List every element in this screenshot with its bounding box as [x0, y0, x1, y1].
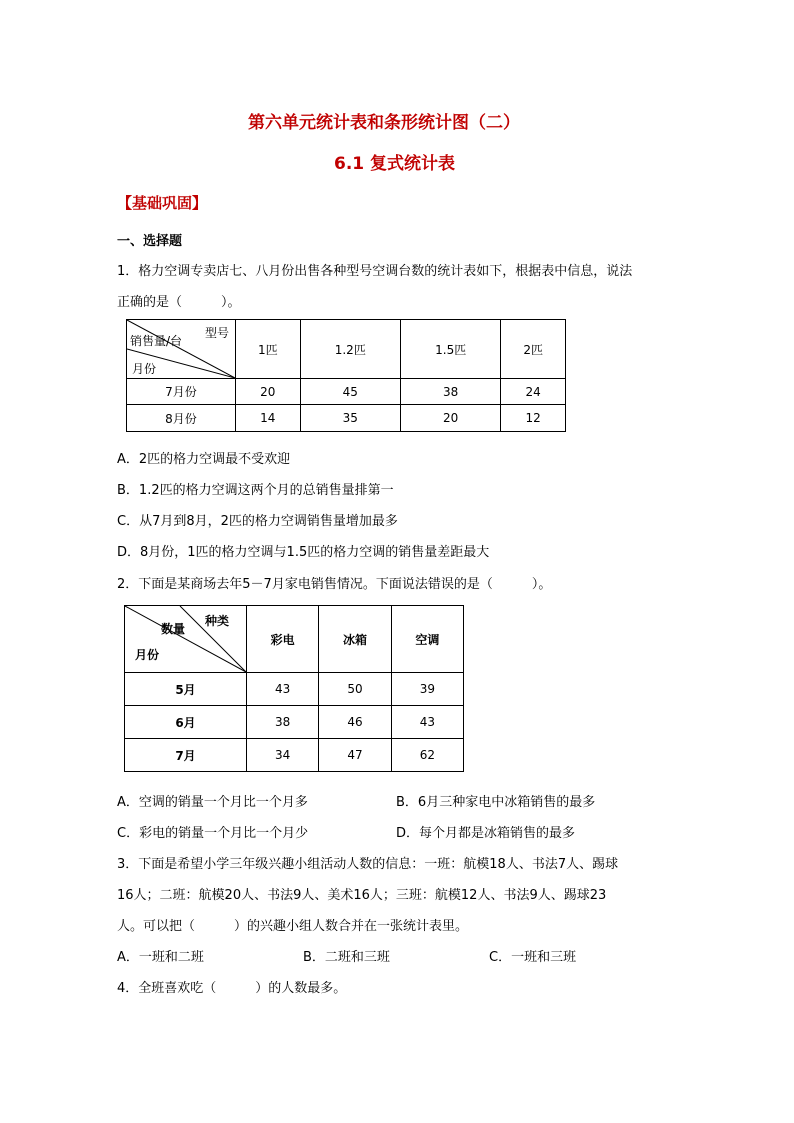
q1-option-d: D．8月份，1匹的格力空调与1.5匹的格力空调的销售量差距最大: [117, 545, 490, 560]
q1-cell: 14: [236, 405, 301, 432]
q2-row-label: 6月: [125, 706, 247, 739]
q1-corner-top: 型号: [204, 326, 229, 340]
q1-option-a: A．2匹的格力空调最不受欢迎: [117, 452, 291, 467]
q2-cell: 47: [319, 739, 391, 772]
q1-cell: 20: [236, 379, 301, 405]
q1-option-b: B．1.2匹的格力空调这两个月的总销售量排第一: [117, 483, 394, 498]
q1-stem-line1: 1．格力空调专卖店七、八月份出售各种型号空调台数的统计表如下，根据表中信息，说法: [117, 264, 633, 279]
q2-cell: 38: [247, 706, 319, 739]
q2-row-label: 7月: [125, 739, 247, 772]
page-subtitle: 6.1 复式统计表: [334, 154, 456, 174]
q2-option-a: A．空调的销量一个月比一个月多: [117, 795, 308, 810]
q2-cell: 34: [247, 739, 319, 772]
q1-col-header: 1.5匹: [400, 320, 500, 379]
q1-cell: 24: [501, 379, 566, 405]
part-heading: 一、选择题: [117, 234, 183, 249]
q2-corner-bottom: 月份: [135, 648, 160, 662]
section-heading: 【基础巩固】: [117, 194, 208, 212]
q2-stem: 2．下面是某商场去年5－7月家电销售情况。下面说法错误的是（ ）。: [117, 577, 552, 592]
q2-option-d: D．每个月都是冰箱销售的最多: [396, 826, 576, 841]
table-row: [127, 379, 566, 405]
q2-cell: 50: [319, 673, 391, 706]
q2-cell: 43: [391, 706, 463, 739]
q2-col-header: 彩电: [247, 606, 319, 673]
q3-option-a: A．一班和二班: [117, 950, 204, 965]
q2-option-b: B．6月三种家电中冰箱销售的最多: [396, 795, 596, 810]
q3-stem-line1: 3．下面是希望小学三年级兴趣小组活动人数的信息：一班：航模18人、书法7人、踢球: [117, 857, 619, 872]
q1-cell: 38: [400, 379, 500, 405]
q1-col-header: 1匹: [236, 320, 301, 379]
q1-stem-line2: 正确的是（ ）。: [117, 295, 241, 310]
q2-corner-top: 种类: [205, 614, 230, 628]
q2-row-label: 5月: [125, 673, 247, 706]
table-row: [125, 706, 464, 739]
q2-col-header: 空调: [391, 606, 463, 673]
q3-option-b: B．二班和三班: [303, 950, 390, 965]
table-row: [125, 673, 464, 706]
q1-col-header: 2匹: [501, 320, 566, 379]
q3-stem-line2: 16人；二班：航模20人、书法9人、美术16人；三班：航模12人、书法9人、踢球23: [117, 888, 607, 903]
q1-row-label: 7月份: [127, 379, 236, 405]
q2-cell: 46: [319, 706, 391, 739]
page-title: 第六单元统计表和条形统计图（二）: [248, 113, 520, 133]
q1-table: [126, 319, 566, 432]
q4-stem: 4．全班喜欢吃（ ）的人数最多。: [117, 981, 347, 996]
table-row: [125, 739, 464, 772]
q1-row-label: 8月份: [127, 405, 236, 432]
table-row: [127, 405, 566, 432]
q1-cell: 45: [300, 379, 400, 405]
q2-corner-mid: 数量: [161, 622, 186, 636]
q1-corner-bottom: 月份: [132, 362, 157, 376]
q1-corner-mid: 销售量/台: [130, 334, 183, 348]
q1-col-header: 1.2匹: [300, 320, 400, 379]
q1-cell: 12: [501, 405, 566, 432]
q2-col-header: 冰箱: [319, 606, 391, 673]
q1-cell: 20: [400, 405, 500, 432]
q2-table-corner: [125, 606, 247, 673]
q2-cell: 43: [247, 673, 319, 706]
q1-option-c: C．从7月到8月，2匹的格力空调销售量增加最多: [117, 514, 398, 529]
q1-table-corner: [127, 320, 236, 379]
q3-option-c: C．一班和三班: [489, 950, 577, 965]
q1-cell: 35: [300, 405, 400, 432]
q2-cell: 62: [391, 739, 463, 772]
q3-stem-line3: 人。可以把（ ）的兴趣小组人数合并在一张统计表里。: [117, 919, 469, 934]
q2-option-c: C．彩电的销量一个月比一个月少: [117, 826, 309, 841]
q2-table: [124, 605, 464, 772]
q2-cell: 39: [391, 673, 463, 706]
